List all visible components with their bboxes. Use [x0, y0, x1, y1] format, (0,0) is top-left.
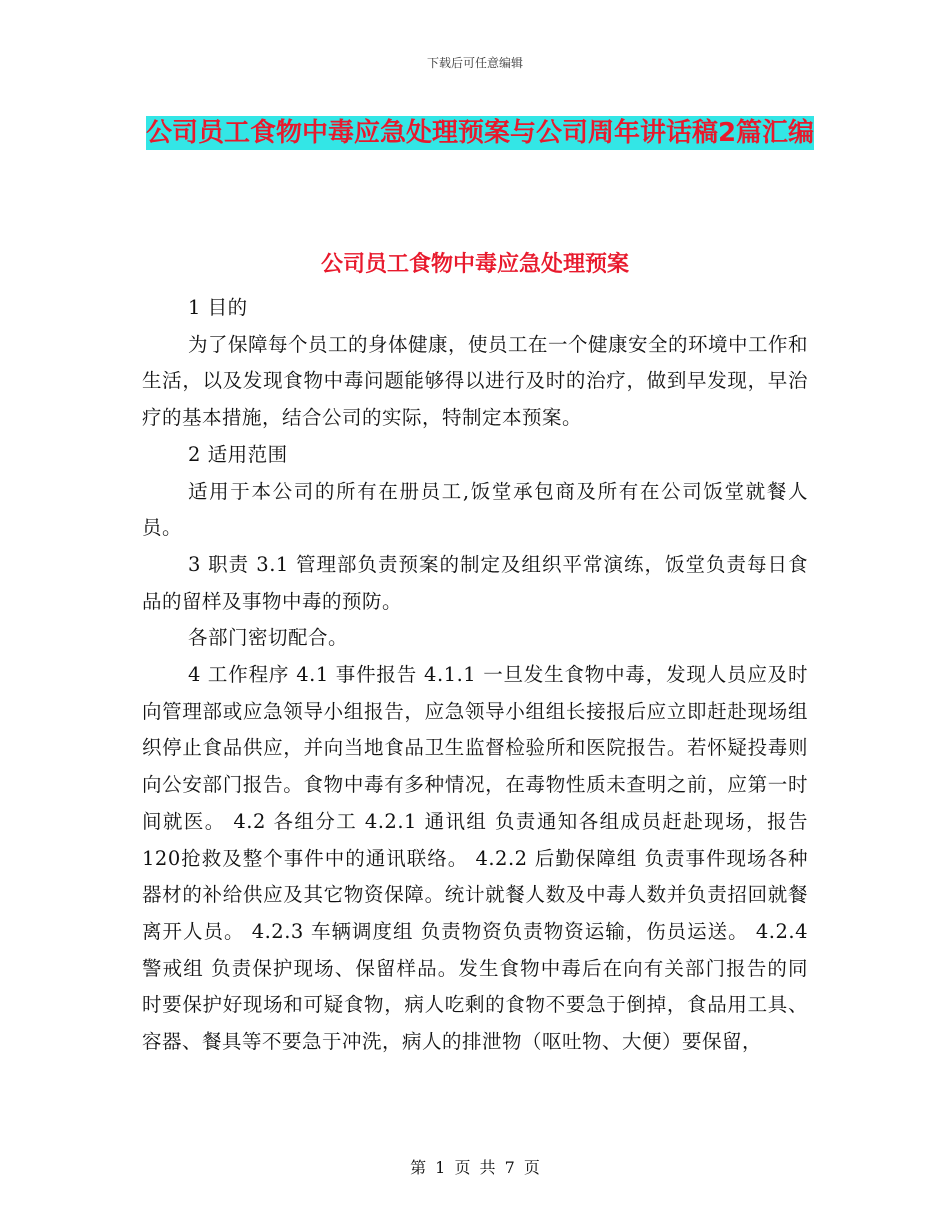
- paragraph: 适用于本公司的所有在册员工,饭堂承包商及所有在公司饭堂就餐人员。: [142, 479, 808, 540]
- document-title: [140, 108, 820, 158]
- paragraph: 为了保障每个员工的身体健康，使员工在一个健康安全的环境中工作和生活，以及发现食物中毒问题能够得以进行及时的治疗，做到早发现，早治疗的基本措施，结合公司的实际，特制定本预案。: [142, 332, 809, 430]
- paragraph: 2 适用范围: [188, 442, 288, 466]
- paragraph: 1 目的: [188, 296, 248, 319]
- section-title: 公司员工食物中毒应急处理预案: [320, 252, 629, 277]
- page-footer: 第 1 页 共 7 页: [410, 1158, 540, 1177]
- paragraph: 各部门密切配合。: [188, 626, 349, 650]
- document-body: [142, 290, 808, 1061]
- document-title-text: 公司员工食物中毒应急处理预案与公司周年讲话稿2篇汇编: [145, 118, 815, 148]
- page-header: 下载后可任意编辑: [426, 56, 523, 70]
- paragraph: 4 工作程序 4.1 事件报告 4.1.1 一旦发生食物中毒，发现人员应及时向管理部或应急领导小组报告，应急领导小组组长接报后应立即赶赴现场组织停止食品供应，并向当地食品卫生监督检验所和医院报告。若怀疑投毒则向公安部门报告。食物中毒有多种情况，在毒物性质未查明之前，应第一时间就医。 4.2 各组分工 4.2.1 通讯组 负责通知各组成员赶赴现场，报告120抢救及整个事件中的通讯联络。 4.2.2 后勤保障组 负责事件现场各种器材的补给供应及其它物资保障。统计就餐人数及中毒人数并负责招回就餐离开人员。 4.2.3 车辆调度组 负责物资负责物资运输，伤员运送。 4.2.4 警戒组 负责保护现场、保留样品。发生食物中毒后在向有关部门报告的同时要保护好现场和可疑食物，病人吃剩的食物不要急于倒掉，食品用工具、容器、餐具等不要急于冲洗，病人的排泄物（呕吐物、大便）要保留，: [142, 663, 808, 1054]
- paragraph: 3 职责 3.1 管理部负责预案的制定及组织平常演练，饭堂负责每日食品的留样及事物中毒的预防。: [142, 552, 808, 613]
